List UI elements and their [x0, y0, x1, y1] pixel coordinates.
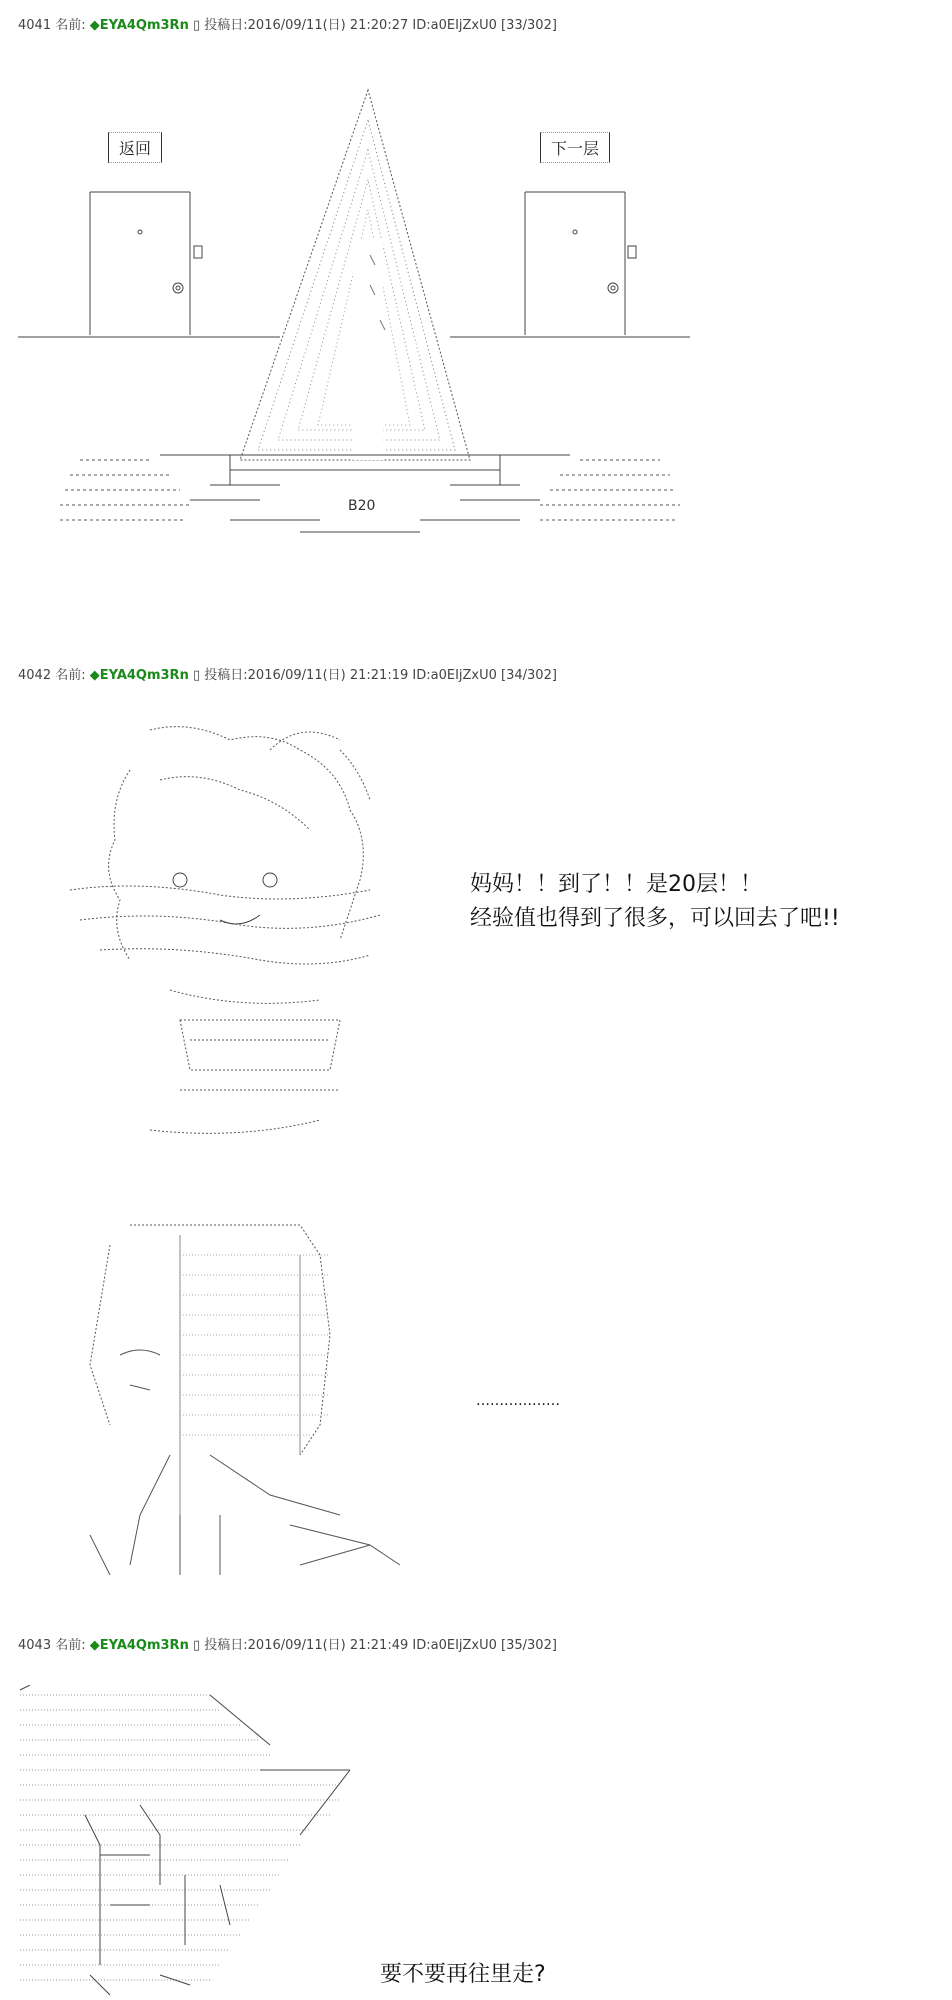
- date-label: 投稿日:: [204, 1638, 248, 1653]
- name-label: 名前:: [55, 668, 86, 683]
- floor-label: B20: [348, 498, 376, 514]
- character-art-excited: [40, 710, 420, 1160]
- character-art-corridor: [0, 1685, 380, 2000]
- post-header: [18, 664, 557, 683]
- post-number: 4041: [18, 18, 52, 33]
- post-icon: ▯: [192, 668, 201, 683]
- post-header: [18, 1634, 557, 1653]
- stairway-pyramid: [240, 90, 470, 460]
- next-floor-sign[interactable]: [540, 132, 610, 163]
- post-number: 4042: [18, 668, 52, 683]
- post-count: [34/302]: [501, 668, 557, 683]
- poster-id[interactable]: ID:a0EIjZxU0: [412, 1638, 497, 1653]
- return-sign[interactable]: [108, 132, 162, 163]
- post-count: [33/302]: [501, 18, 557, 33]
- corridor-drawing: [0, 1685, 380, 2000]
- dialog-excited: [470, 868, 840, 936]
- date-label: 投稿日:: [204, 18, 248, 33]
- post-icon: ▯: [192, 1638, 201, 1653]
- right-door: [525, 192, 636, 335]
- dialog-question: [380, 1958, 546, 1992]
- name-label: 名前:: [55, 18, 86, 33]
- character-pause-drawing: [70, 1215, 430, 1585]
- date-label: 投稿日:: [204, 668, 248, 683]
- next-floor-sign-label: 下一层: [551, 139, 600, 158]
- dialog-line: 妈妈！！到了！！是20层！！: [470, 872, 762, 897]
- poster-name[interactable]: ◆EYA4Qm3Rn: [89, 18, 189, 33]
- character-excited-drawing: [40, 710, 420, 1160]
- name-label: 名前:: [55, 1638, 86, 1653]
- dialog-line: 经验值也得到了很多，可以回去了吧!!: [470, 906, 840, 931]
- character-art-pause: [70, 1215, 430, 1585]
- poster-id[interactable]: ID:a0EIjZxU0: [412, 18, 497, 33]
- post-number: 4043: [18, 1638, 52, 1653]
- poster-name[interactable]: ◆EYA4Qm3Rn: [89, 1638, 189, 1653]
- ellipsis-text: ………………: [476, 1393, 560, 1409]
- poster-name[interactable]: ◆EYA4Qm3Rn: [89, 668, 189, 683]
- post-date: 2016/09/11(日) 21:21:19: [247, 668, 409, 683]
- post-header: [18, 14, 557, 33]
- post-date: 2016/09/11(日) 21:21:49: [247, 1638, 409, 1653]
- dialog-line: 要不要再往里走?: [380, 1962, 546, 1987]
- post-count: [35/302]: [501, 1638, 557, 1653]
- post-icon: ▯: [192, 18, 201, 33]
- poster-id[interactable]: ID:a0EIjZxU0: [412, 668, 497, 683]
- post-date: 2016/09/11(日) 21:20:27: [247, 18, 409, 33]
- left-door: [90, 192, 202, 335]
- return-sign-label: 返回: [119, 139, 152, 158]
